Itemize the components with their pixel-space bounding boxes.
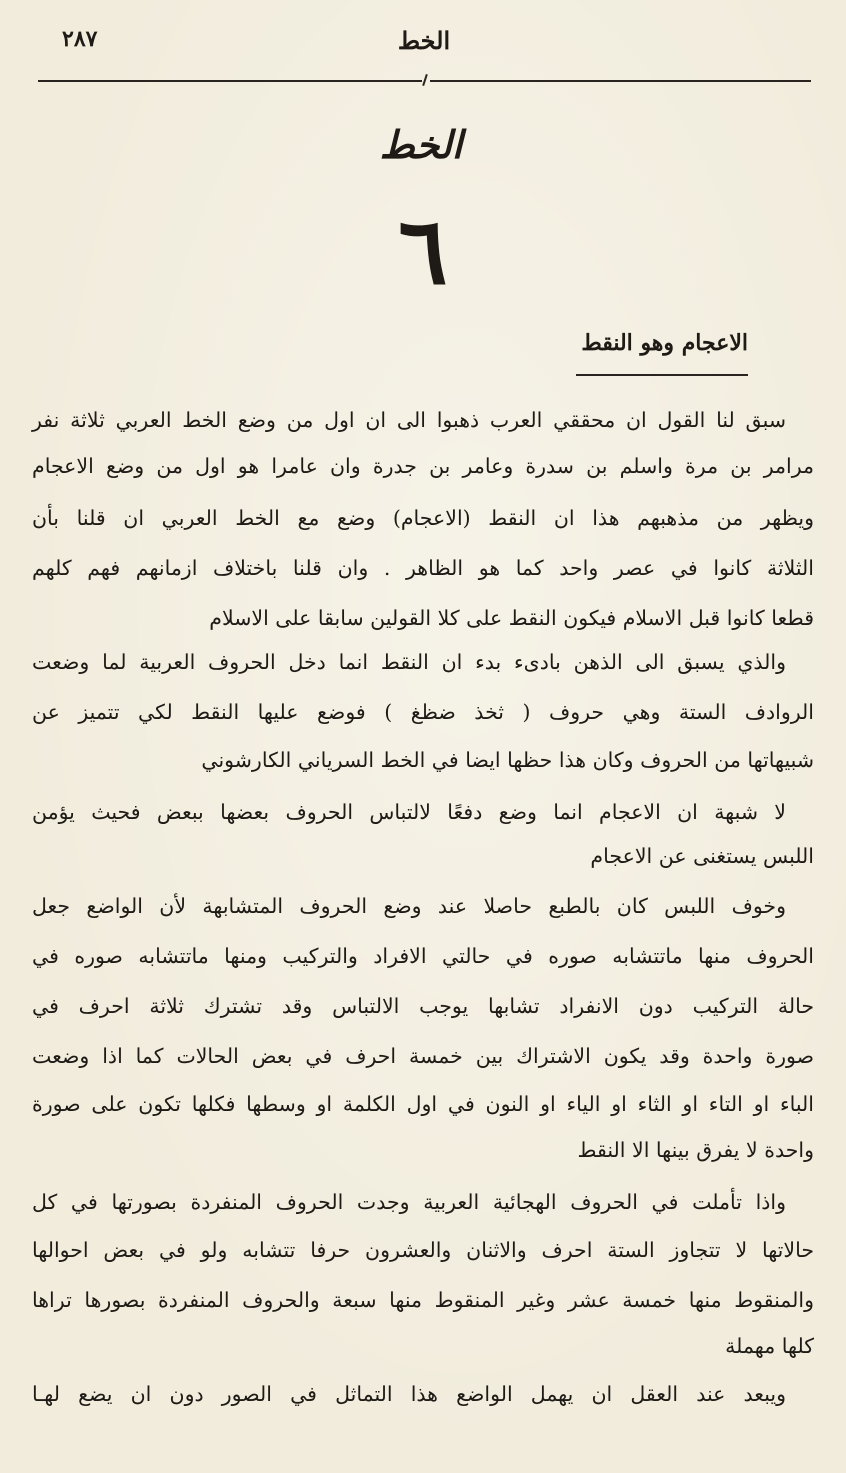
text-line: واذا تأملت في الحروف الهجائية العربية وجدت الحروف المنفردة بصورتها في كل bbox=[32, 1190, 786, 1214]
chapter-title: الخط bbox=[379, 122, 463, 167]
text-line: واحدة لا يفرق بينها الا النقط bbox=[577, 1138, 814, 1162]
text-line: وخوف اللبس كان بالطبع حاصلا عند وضع الحروف المتشابهة لأن الواضع جعل bbox=[32, 894, 786, 918]
text-line: حالاتها لا تتجاوز الستة احرف والاثنان والعشرون حرفا تتشابه ولو في بعض احوالها bbox=[32, 1238, 814, 1262]
text-line: الحروف منها ماتتشابه صوره في حالتي الافراد والتركيب ومنها ماتتشابه صوره في bbox=[32, 944, 814, 968]
text-line: ويبعد عند العقل ان يهمل الواضع هذا التماثل في الصور دون ان يضع لهـا bbox=[32, 1382, 786, 1406]
text-line: سبق لنا القول ان محققي العرب ذهبوا الى ان اول من وضع الخط العربي ثلاثة نفر bbox=[32, 408, 786, 432]
text-line: الباء او التاء او الثاء او الياء او النون في اول الكلمة او وسطها فكلها تكون على صورة bbox=[32, 1092, 814, 1116]
text-line: اللبس يستغنى عن الاعجام bbox=[590, 844, 814, 868]
text-line: والمنقوط منها خمسة عشر وغير المنقوط منها سبعة والحروف المنفردة بصورها تراها bbox=[32, 1288, 814, 1312]
text-line: ويظهر من مذهبهم هذا ان النقط (الاعجام) وضع مع الخط العربي ان قلنا بأن bbox=[32, 506, 814, 530]
text-line: الثلاثة كانوا في عصر واحد كما هو الظاهر . وان قلنا باختلاف ازمانهم فهم كلهم bbox=[32, 556, 814, 580]
section-heading: الاعجام وهو النقط bbox=[581, 330, 748, 356]
text-line: لا شبهة ان الاعجام انما وضع دفعًا لالتباس الحروف بعضها ببعض فحيث يؤمن bbox=[32, 800, 786, 824]
text-line: مرامر بن مرة واسلم بن سدرة وعامر بن جدرة وان عامرا هو اول من وضع الاعجام bbox=[32, 454, 814, 478]
text-line: قطعا كانوا قبل الاسلام فيكون النقط على كلا القولين سابقا على الاسلام bbox=[209, 606, 814, 630]
running-title: الخط bbox=[397, 26, 451, 55]
page-number: ٢٨٧ bbox=[62, 26, 98, 52]
text-line: صورة واحدة وقد يكون الاشتراك بين خمسة احرف في بعض الحالات كما اذا وضعت bbox=[32, 1044, 814, 1068]
text-line: حالة التركيب دون الانفراد تشابها يوجب الالتباس وقد تشترك ثلاثة احرف في bbox=[32, 994, 814, 1018]
text-line: والذي يسبق الى الذهن بادىء بدء ان النقط انما دخل الحروف العربية لما وضعت bbox=[32, 650, 786, 674]
text-line: الروادف الستة وهي حروف ( ثخذ ضظغ ) فوضع عليها النقط لكي تتميز عن bbox=[32, 700, 814, 724]
text-line: كلها مهملة bbox=[725, 1334, 814, 1358]
text-line: شبيهاتها من الحروف وكان هذا حظها ايضا في الخط السرياني الكارشوني bbox=[201, 748, 814, 772]
chapter-number: ٦ bbox=[398, 197, 448, 305]
